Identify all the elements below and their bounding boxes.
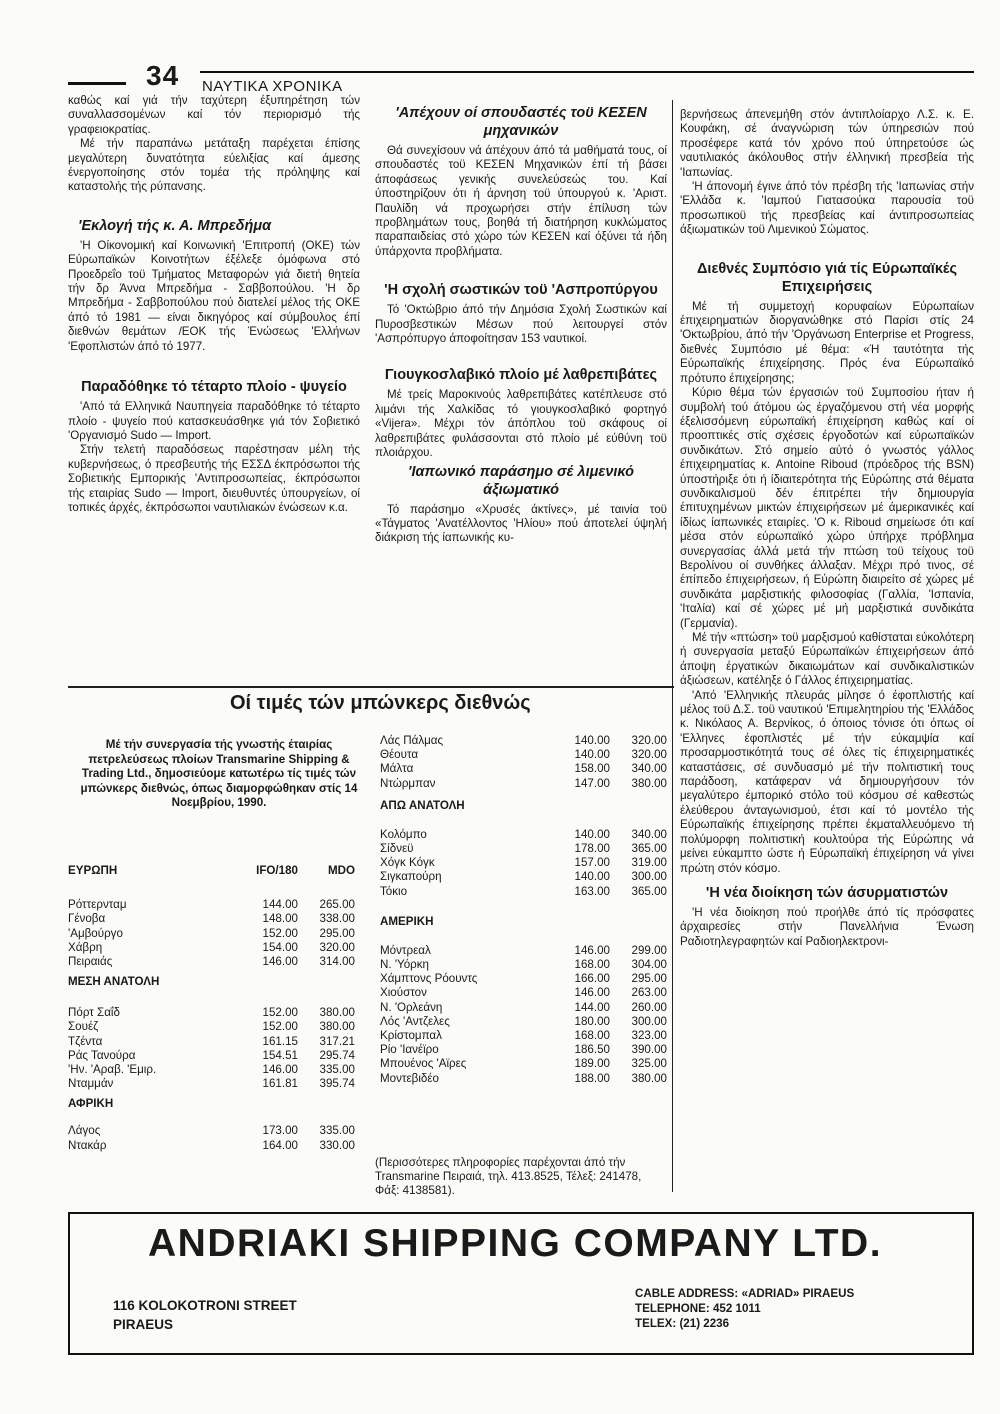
article-title-reefer: Παραδόθηκε τό τέταρτο πλοίο - ψυγείο (81, 379, 347, 396)
article-title-yugoslav-ship: Γιουγκοσλαβικό πλοίο μέ λαθρεπιβάτες (384, 367, 658, 384)
port-name: Χάβρη (68, 940, 103, 954)
port-name: Μοντεβιδέο (380, 1071, 439, 1085)
mdo-price: 317.21 (319, 1034, 355, 1048)
port-name: 'Αμβούργο (68, 926, 123, 940)
price-row (380, 958, 667, 972)
ad-telephone: TELEPHONE: 452 1011 (635, 1302, 761, 1315)
mdo-price: 380.00 (631, 1071, 667, 1085)
ad-contacts (635, 1286, 854, 1331)
ifo-price: 161.15 (262, 1034, 298, 1048)
mdo-price: 335.00 (319, 1063, 355, 1077)
ad-street: 116 KOLOKOTRONI STREET (113, 1298, 297, 1313)
price-row (380, 986, 667, 1000)
ifo-price: 152.00 (262, 1020, 298, 1034)
price-row (380, 828, 667, 842)
column-right (680, 108, 974, 949)
price-row (380, 734, 667, 748)
price-row (68, 955, 355, 969)
prices-table-left (68, 864, 358, 1153)
mdo-price: 323.00 (631, 1029, 667, 1043)
article-text-aspropyrgos: Τό 'Οκτώβριο άπό τήν Δημόσια Σχολή Σωστικών καί Πυροσβεστικών Μέσων πού λειτουργεί στόν 'Ασπρόπυργο άποφοίτησαν 153 ναυτικοί. (375, 303, 667, 346)
ifo-price: 166.00 (574, 972, 610, 986)
mdo-price: 314.00 (319, 955, 355, 969)
article-text-symposium-2: Κύριο θέμα τών έργασιών τοϋ Συμποσίου ήταν ή συμβολή τού άτόμου ώς έργαζόμενου στή νέα μορφής έξελισσόμενη εύρωπαϊκή έπιχείρηση καθώς καί οί προοπτικές στίς σχέσεις έργοδοτών καί εύρωπαϊκών συνδικάτων. Στό σημείο αύτό ό γνωστός γάλλος έπιχειρηματίας κ. Antoine Riboud (πρόεδρος τής BSN) ύποστήριξε ότι ή ίδιαιτερότητα τής Εύρώπης στά θέματα συνδικαλισμοϋ δέν έπιτρέπει τήν δημιουργία έπιτυχημένων μικτών έπιχειρήσεων μέ άμερικανικές καί ίδίως ίαπωνικές εταιρίες. 'Ο κ. Riboud σημείωσε ότι καί μέσα στόν εύρωπαϊκό χώρο ύπήρχε πρόβλημα συνεργασίας άλλά μετά τήν πτώση τοϋ τείχους τοϋ Βερολίνου οί συνθήκες άλλαξαν. Μέχρι πρό τινος, σέ έπίπεδο έπιχειρήσεων, ή Εύρώπη διαιρείτο σέ χώρες μέ συνδικάτα μαρξιστικής φιλοσοφίας (Γαλλία, 'Ισπανία, 'Ιταλία) καί σέ χώρες μέ μή μαρξιστικά συνδικάτα (Γερμανία). (680, 386, 974, 630)
port-name: Τζέντα (68, 1034, 103, 1048)
port-name: Χιούστον (380, 986, 427, 1000)
region-africa: ΑΦΡΙΚΗ (68, 1097, 114, 1111)
port-name: Λός 'Αντζελες (380, 1014, 450, 1028)
article-text-symposium-3: Μέ τήν «πτώση» τοϋ μαρξισμού καθίσταται εύκολότερη ή συνεργασία μεταξύ Εύρωπαϊκών έπιχειρήσεων άπό άποψη έργατικών δικαιωμάτων καί συνδικαλιστικών άξιώσεων, κατέληξε ό Γάλλος έπιχειρηματίας. (680, 631, 974, 688)
prices-title: Οί τιμές τών μπώνκερς διεθνώς (230, 692, 531, 714)
ifo-price: 152.00 (262, 1006, 298, 1020)
ifo-price: 189.00 (574, 1057, 610, 1071)
article-title-bredima: 'Εκλογή τής κ. Α. Μπρεδήμα (78, 217, 272, 234)
ifo-price: 168.00 (574, 958, 610, 972)
ad-address (113, 1296, 297, 1334)
article-continuation-medal-2: 'Η άπονομή έγινε άπό τόν πρέσβη τής 'Ιαπωνίας στήν 'Ελλάδα κ. 'Ιαμπού Γιατασούκα παρουσία τοϋ προσωπικοϋ τής πρεσβείας καί άντιπροσωπείας άξιωματικών τοϋ Λιμενικού Σώματος. (680, 180, 974, 237)
mdo-price: 295.74 (319, 1048, 355, 1062)
price-row (380, 748, 667, 762)
mdo-price: 265.00 (319, 898, 355, 912)
mdo-price: 320.00 (319, 940, 355, 954)
price-row (380, 1043, 667, 1057)
article-title-radio-officers: 'Η νέα διοίκηση τών άσυρματιστών (705, 884, 949, 901)
price-row (380, 762, 667, 776)
ifo-price: 178.00 (574, 842, 610, 856)
article-title-kesen: 'Απέχουν οί σπουδαστές τοϋ ΚΕΣΕΝ μηχανικών (395, 105, 647, 139)
port-name: Λάς Πάλμας (380, 734, 444, 747)
ifo-price: 144.00 (574, 1000, 610, 1014)
mdo-price: 319.00 (631, 856, 667, 870)
mdo-price: 380.00 (319, 1006, 355, 1020)
price-row (68, 927, 355, 941)
ad-telex: TELEX: (21) 2236 (635, 1317, 730, 1330)
port-name: Μόντρεαλ (380, 943, 431, 957)
price-row (68, 1077, 355, 1091)
ad-cable: CABLE ADDRESS: «ADRIAD» PIRAEUS (635, 1287, 855, 1300)
ifo-price: 154.51 (262, 1048, 298, 1062)
article-continuation-medal: βερνήσεως άπενεμήθη στόν άντιπλοίαρχο Λ.Σ. κ. Ε. Κουφάκη, σέ άναγνώριση τών ύπηρεσιών πού προσέφερε κατά τόν χρόνο πού ύπηρετούσε ώς ναυτιλιακός άκόλουθος στήν έλληνική πρεσβεία τής 'Ιαπωνίας. (680, 108, 974, 179)
port-name: Γένοβα (68, 912, 106, 926)
port-name: Μάλτα (380, 762, 414, 776)
price-row (380, 944, 667, 958)
ifo-price: 158.00 (574, 762, 610, 776)
article-text-japanese-medal: Τό παράσημο «Χρυσές άκτίνες», μέ ταινία τοϋ «Τάγματος 'Ανατέλλοντος 'Ηλίου» πού άποτελεί ύψηλή διάκριση τής ίαπωνικής κυ- (375, 502, 667, 545)
port-name: Πειραιάς (68, 955, 113, 969)
article-text-reefer-1: 'Από τά Ελληνικά Ναυπηγεία παραδόθηκε τό τέταρτο πλοίο - ψυγείο πού κατασκευάσθηκε γιά τόν Σοβιετικό 'Οργανισμό Sudo — Import. (68, 400, 360, 442)
price-row (380, 842, 667, 856)
column-rule (672, 100, 673, 1192)
price-row (68, 1020, 355, 1034)
ifo-price: 163.00 (574, 884, 610, 898)
ifo-price: 186.50 (574, 1043, 610, 1057)
article-title-aspropyrgos: 'Η σχολή σωστικών τοϋ 'Ασπροπύργου (384, 282, 658, 299)
port-name: Πόρτ Σαΐδ (68, 1006, 120, 1020)
price-row (380, 885, 667, 899)
price-row (380, 1072, 667, 1086)
price-row (380, 870, 667, 884)
price-row (380, 777, 667, 791)
ad-company-name: ANDRIAKI SHIPPING COMPANY LTD. (148, 1222, 883, 1265)
price-row (68, 1139, 355, 1153)
region-europe: ΕΥΡΩΠΗ (68, 864, 118, 877)
price-row (68, 1124, 355, 1138)
mdo-price: 304.00 (631, 958, 667, 972)
price-row (68, 898, 355, 912)
mdo-price: 325.00 (631, 1057, 667, 1071)
ifo-price: 173.00 (262, 1124, 298, 1138)
mdo-price: 335.00 (319, 1124, 355, 1138)
article-title-japanese-medal: 'Ιαπωνικό παράσημο σέ λιμενικό άξιωματικό (408, 463, 634, 498)
article-title-symposium: Διεθνές Συμπόσιο γιά τίς Εύρωπαϊκές Επιχειρήσεις (697, 260, 957, 295)
price-row (380, 1057, 667, 1071)
port-name: Σιγκαπούρη (380, 870, 442, 884)
ifo-price: 188.00 (574, 1071, 610, 1085)
ifo-price: 180.00 (574, 1014, 610, 1028)
mdo-price: 338.00 (319, 912, 355, 926)
ifo-price: 154.00 (262, 940, 298, 954)
column-left (68, 94, 360, 515)
ifo-price: 147.00 (574, 776, 610, 790)
mdo-price: 380.00 (319, 1020, 355, 1034)
article-text-radio-officers: 'Η νέα διοίκηση πού προήλθε άπό τίς πρόσφατες άρχαιρεσίες στήν Πανελλήνια Ένωση Ραδιοτηλεγραφητών καί Ραδιοηλεκτρονι- (680, 905, 974, 948)
ifo-price: 164.00 (262, 1138, 298, 1152)
price-row (68, 912, 355, 926)
mdo-price: 380.00 (631, 776, 667, 790)
price-row (68, 1063, 355, 1077)
mdo-price: 320.00 (631, 748, 667, 762)
mdo-price: 365.00 (631, 884, 667, 898)
ifo-price: 140.00 (574, 827, 610, 841)
ifo-header: IFO/180 (256, 864, 298, 877)
port-name: Τόκιο (380, 884, 408, 898)
port-name: Ντακάρ (68, 1138, 107, 1152)
price-row (68, 1006, 355, 1020)
mdo-price: 295.00 (631, 972, 667, 986)
port-name: Χάμπτονς Ρόουντς (380, 972, 478, 986)
mdo-price: 263.00 (631, 986, 667, 1000)
region-far-east: ΑΠΩ ΑΝΑΤΟΛΗ (380, 798, 465, 812)
port-name: Ν. 'Ορλεάνη (380, 1000, 443, 1014)
mdo-price: 320.00 (631, 734, 667, 747)
article-continuation-2: Μέ τήν παραπάνω μετάταξη παρέχεται έπίσης μεγαλύτερη δυνατότητα εύελιξίας καί άμεσης ένεργοποίησης στόν τομέα τής πρόληψης καί καταστολής τής ρύπανσης. (68, 137, 360, 194)
port-name: 'Ην. 'Αραβ. 'Εμιρ. (68, 1063, 157, 1077)
mdo-price: 299.00 (631, 943, 667, 957)
mdo-price: 390.00 (631, 1043, 667, 1057)
port-name: Θέουτα (380, 748, 419, 762)
ifo-price: 146.00 (262, 1063, 298, 1077)
mdo-price: 340.00 (631, 827, 667, 841)
mdo-price: 260.00 (631, 1000, 667, 1014)
mdo-price: 330.00 (319, 1138, 355, 1152)
ifo-price: 157.00 (574, 856, 610, 870)
port-name: Ντώρμπαν (380, 776, 436, 790)
mdo-header: MDO (327, 864, 355, 877)
price-row (68, 1049, 355, 1063)
mdo-price: 300.00 (631, 870, 667, 884)
section-divider (68, 686, 674, 688)
port-name: Κρίστομπαλ (380, 1029, 442, 1043)
ifo-price: 161.81 (262, 1077, 298, 1091)
ifo-price: 146.00 (574, 943, 610, 957)
port-name: Ν. 'Υόρκη (380, 958, 429, 972)
header-rule-left (68, 82, 126, 85)
ifo-price: 152.00 (262, 926, 298, 940)
price-row (68, 1035, 355, 1049)
port-name: Ρόττερνταμ (68, 898, 127, 912)
port-name: Ρίο 'Ιανέϊρο (380, 1043, 439, 1057)
port-name: Σουέζ (68, 1020, 99, 1034)
article-text-bredima: 'Η Οίκονομική καί Κοινωνική 'Επιτροπή (ΟΚΕ) τών Εύρωπαϊκών Κοινοτήτων έξέλεξε όμόφωνα στό Προεδρεΐο τοϋ Τμήματος Μεταφορών γιά διετή θητεία τήν δρ Άννα Μπρεδήμα - Σαββοπούλου. 'Η δρ Μπρεδήμα - Σαββοπούλου πού διατελεί μέλος τής ΟΚΕ άπό τό 1981 — είναι δικηγόρος καί σύμβουλος έπί διεθνών θεμάτων /ΕΟΚ τής Ένώσεως 'Ελλήνων 'Εφοπλιστών άπό τό 1977. (68, 238, 360, 353)
port-name: Σίδνεϋ (380, 842, 414, 856)
ifo-price: 146.00 (262, 955, 298, 969)
ifo-price: 140.00 (574, 870, 610, 884)
port-name: Λάγος (68, 1124, 101, 1138)
price-row (380, 1001, 667, 1015)
mdo-price: 365.00 (631, 842, 667, 856)
mdo-price: 395.74 (319, 1077, 355, 1091)
price-row (380, 856, 667, 870)
port-name: Μπουένος 'Αϊρες (380, 1057, 467, 1071)
ad-city: PIRAEUS (113, 1317, 174, 1332)
ifo-price: 146.00 (574, 986, 610, 1000)
mdo-price: 295.00 (319, 926, 355, 940)
article-text-symposium-1: Μέ τή συμμετοχή κορυφαίων Εύρωπαίων έπιχειρηματιών διοργανώθηκε στό Παρίσι στίς 24 'Οκτωβρίου, άπό τήν 'Οργάνωση Enterprise et Progress, διεθνές Συμπόσιο μέ θέμα: «Ή ταυτότητα τής Εύρωπαϊκής έπιχείρησης. Πρός ένα Εύρωπαϊκό πρότυπο έπιχείρησης; (680, 299, 974, 385)
article-text-kesen: Θά συνεχίσουν νά άπέχουν άπό τά μαθήματά τους, οί σπουδαστές τοϋ ΚΕΣΕΝ Μηχανικών έπί τή βάσει άποφάσεως γενικής συνελεύσεώς του. Καί ύποστηρίζουν ότι ή άρνηση τοϋ ύπουργού κ. 'Αριστ. Παυλίδη νά προχωρήσει στήν έπίλυση τών προβλημάτων τους, βοηθά τή διατήρηση κυκλώματος παραπαιδείας στό χώρο τών ΚΕΣΕΝ καί όξύνει τά ήδη ύπάρχοντα προβλήματα. (375, 144, 667, 258)
region-middle-east: ΜΕΣΗ ΑΝΑΤΟΛΗ (68, 975, 160, 989)
port-name: Ράς Τανούρα (68, 1048, 136, 1062)
port-name: Νταμμάν (68, 1077, 114, 1091)
price-row (68, 941, 355, 955)
port-name: Κολόμπο (380, 827, 427, 841)
article-text-symposium-4: 'Από 'Ελληνικής πλευράς μίλησε ό έφοπλιστής καί μέλος τοϋ Δ.Σ. τοϋ ναυτικού 'Επιμελητηρίου τής 'Ελλάδος κ. Νικόλαος Α. Βερνίκος, ό όποιος τόνισε ότι όπως οί 'Ελληνες έφοπλιστές μέ τήν εύκαμψία καί προσαρμοστικότητά τους σέ όλες τίς έπιχειρηματικές καταστάσεις, σέ συνδυασμό μέ τήν πολιτιστική τους παράδοση, κατάφεραν νά δημιουργήσουν τόν μεγαλύτερο έμπορικό στόλο τοϋ κόσμου σέ καθεστώς έλεύθερου άνταγωνισμού, έτσι καί τό μοντέλο τής Εύρωπαϊκής έπιχείρησης πρέπει έκματαλλευόμενο τή πολύμορφη πολιτιστική κουλτούρα τής Εύρώπης νά μείνει εύκαμπτο ώστε ή Εύρωπαϊκή έπιχείρηση νά γίνει πρώτη στόν κόσμο. (680, 688, 974, 875)
ifo-price: 140.00 (574, 734, 610, 747)
price-row (380, 972, 667, 986)
ifo-price: 140.00 (574, 748, 610, 762)
region-america: ΑΜΕΡΙΚΗ (380, 914, 434, 928)
price-row (380, 1015, 667, 1029)
article-text-reefer-2: Στήν τελετή παραδόσεως παρέστησαν μέλη τής κυβερνήσεως, ό πρεσβευτής τής ΕΣΣΔ έκπρόσωποι τής Σοβιετικής Εμπορικής 'Αντιπροσωπείας, έκπρόσωποι τής εταιρίας Sudo — Import, διευθυντές ύπουργείων, οί τοπικές άρχές, έκπρόσωποι ναυτιλιακών ένώσεων κ.α. (68, 443, 360, 514)
port-name: Χόγκ Κόγκ (380, 856, 435, 870)
article-continuation: καθώς καί γιά τήν ταχύτερη έξυπηρέτηση τών συναλλασσομένων καί τόν περιορισμό τής γραφειοκρατίας. (68, 94, 360, 136)
prices-intro: Μέ τήν συνεργασία τής γνωστής έταιρίας πετρελεύσεως πλοίων Transmarine Shipping & Trading Ltd., δημοσιεύομε κατωτέρω τίς τιμές τών μπώνκερς διεθνώς, όπως διαμορφώθηκαν στίς 14 Νοεμβρίου, 1990. (80, 738, 358, 809)
column-middle (375, 104, 667, 546)
prices-note: (Περισσότερες πληροφορίες παρέχονται άπό τήν Transmarine Πειραιά, τηλ. 413.8525, Τέλεξ: 241478, Φάξ: 4138581). (375, 1156, 642, 1198)
ifo-price: 144.00 (262, 898, 298, 912)
prices-table-right (380, 734, 670, 1086)
mdo-price: 300.00 (631, 1014, 667, 1028)
article-text-yugoslav-ship: Μέ τρείς Μαροκινούς λαθρεπιβάτες κατέπλευσε στό λιμάνι τής Χαλκίδας τό γιουγκοσλαβικό φορτηγό «Vijera». Μέχρι τόν άπόπλου τοϋ σκάφους οί λαθρεπιβάτες φυλάσσονται στό πλοίο μέ εύθύνη τοϋ πλοιάρχου. (375, 388, 667, 460)
mdo-price: 340.00 (631, 762, 667, 776)
publication-title: ΝΑΥΤΙΚΑ ΧΡΟΝΙΚΑ (202, 78, 343, 95)
header-rule-right (200, 71, 974, 73)
ifo-price: 168.00 (574, 1029, 610, 1043)
price-row (380, 1029, 667, 1043)
ifo-price: 148.00 (262, 912, 298, 926)
page-number: 34 (146, 60, 180, 91)
